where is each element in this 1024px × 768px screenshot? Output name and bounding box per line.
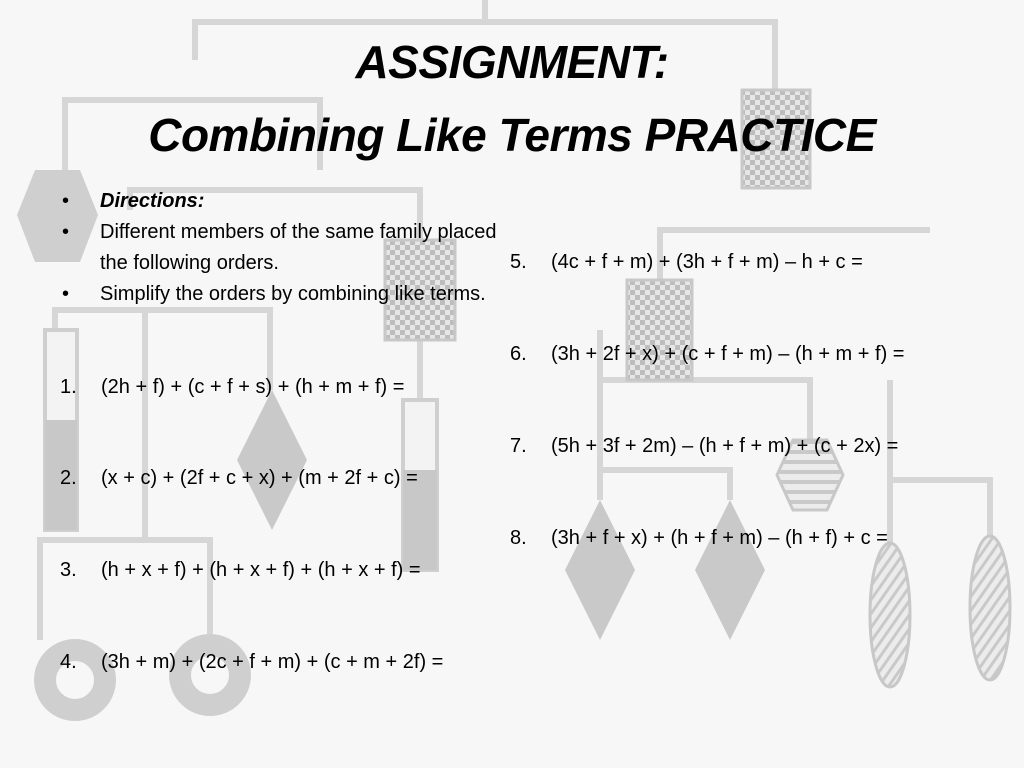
problem-expression: (3h + 2f + x) + (c + f + m) – (h + m + f) = [551,343,905,365]
problem-number: 5. [510,251,527,273]
problem-expression: (h + x + f) + (h + x + f) + (h + x + f) = [101,559,421,581]
problem-expression: (5h + 3f + 2m) – (h + f + m) + (c + 2x) = [551,435,899,457]
problem-number: 2. [60,467,77,489]
diamond-icon [565,500,635,640]
page-title-line-2: Combining Like Terms PRACTICE [148,109,876,161]
problem-number: 1. [60,376,77,398]
directions-list [58,186,508,310]
problem-number: 3. [60,559,77,581]
problem-number: 6. [510,343,527,365]
diamond-icon [237,390,307,530]
bullet-icon: • [62,190,70,212]
directions-item: • Simplify the orders by combining like terms. [58,279,508,310]
striped-oval-icon [970,536,1010,680]
striped-oval-icon [870,543,910,687]
page-title-line-1: ASSIGNMENT: [355,36,669,88]
problem-expression: (3h + f + x) + (h + f + m) – (h + f) + c = [551,527,888,549]
problem-number: 7. [510,435,527,457]
diamond-icon [695,500,765,640]
problem-number: 4. [60,651,77,673]
directions-heading: • Directions: [58,186,508,217]
bullet-icon: • [62,221,70,243]
problem-expression: (4c + f + m) + (3h + f + m) – h + c = [551,251,863,273]
problem-number: 8. [510,527,527,549]
problem-expression: (2h + f) + (c + f + s) + (h + m + f) = [101,376,405,398]
bullet-icon: • [62,283,70,305]
directions-item: • Different members of the same family placed the following orders. [58,217,508,279]
problem-expression: (3h + m) + (2c + f + m) + (c + m + 2f) = [101,651,444,673]
problem-expression: (x + c) + (2f + c + x) + (m + 2f + c) = [101,467,418,489]
